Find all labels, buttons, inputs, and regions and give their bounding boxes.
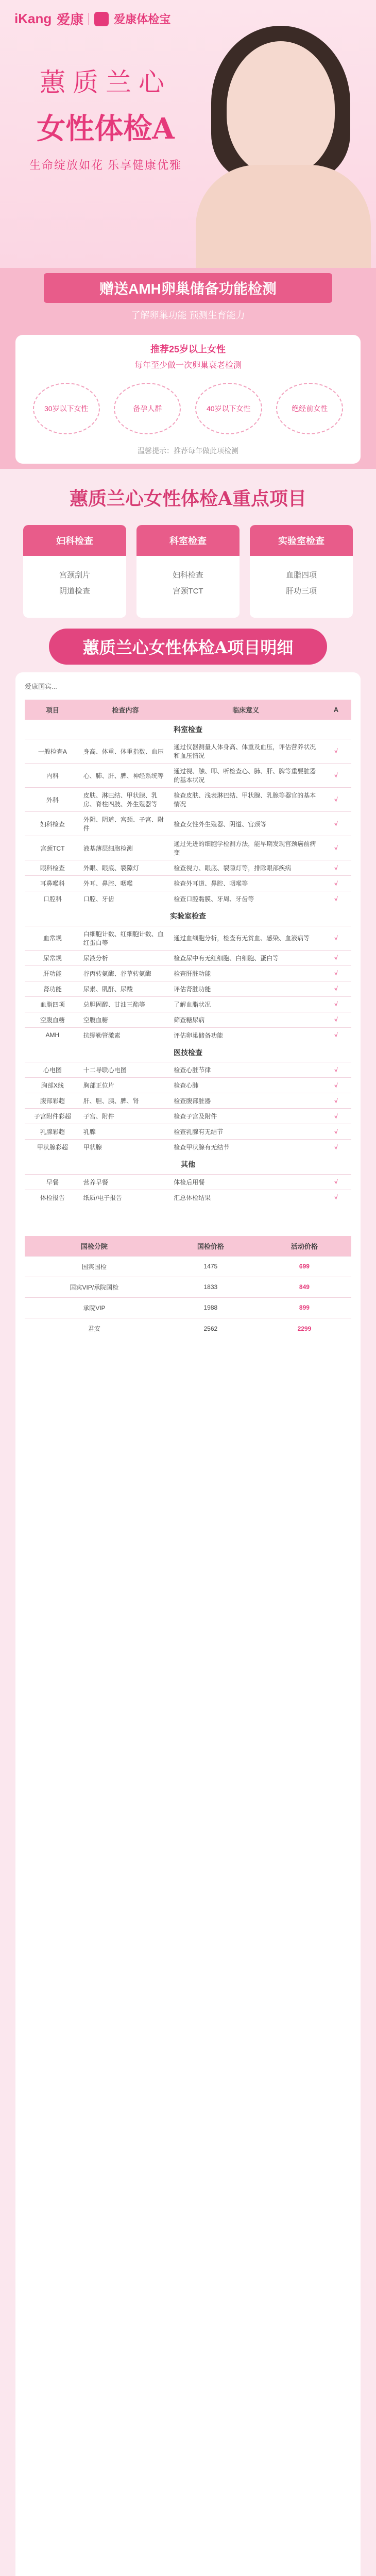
table-cell: 尿液分析 (80, 950, 170, 965)
table-cell: 妇科检查 (25, 812, 80, 836)
focus-card-title: 科室检查 (136, 525, 240, 556)
table-cell: 通过先进的细胞学检测方法，能早期发现宫颈癌前病变 (170, 836, 321, 860)
gift-note: 温馨提示：推荐每年做此项检测 (138, 447, 238, 455)
header-cell: 项目 (45, 706, 59, 714)
table-cell: 汇总体检结果 (170, 1190, 321, 1205)
table-cell: √ (321, 1124, 351, 1140)
price-cell: 君安 (25, 1318, 164, 1338)
table-cell: 尿常规 (25, 950, 80, 965)
table-cell: √ (321, 1109, 351, 1124)
category-row (25, 720, 351, 739)
price-cell: 承院VIP (25, 1297, 164, 1318)
table-cell: 总胆固醇、甘油三酯等 (80, 996, 170, 1012)
table-cell: AMH (25, 1027, 80, 1043)
price-cell: 1988 (164, 1297, 258, 1318)
table-cell: 检查甲状腺有无结节 (170, 1140, 321, 1155)
table-cell: √ (321, 1093, 351, 1109)
focus-card-title: 实验室检查 (250, 525, 353, 556)
detail-title: 蕙质兰心女性体检A项目明细 (49, 629, 327, 665)
table-row (25, 1093, 351, 1109)
price-cell: 国宾国检 (25, 1256, 164, 1277)
hero (0, 0, 376, 268)
table-cell: 肝功能 (25, 965, 80, 981)
table-cell: √ (321, 981, 351, 996)
table-cell: 通过血细胞分析，检查有无贫血、感染、血液病等 (170, 926, 321, 950)
table-row (25, 764, 351, 788)
detail-table (25, 700, 351, 1205)
table-cell: √ (321, 876, 351, 891)
price-header-cell: 国检价格 (197, 1242, 224, 1250)
table-cell: 甲状腺 (80, 1140, 170, 1155)
table-cell: 甲状腺彩超 (25, 1140, 80, 1155)
gift-bubble: 绝经前女性 (276, 383, 343, 434)
table-cell: √ (321, 1140, 351, 1155)
table-cell: 了解血脂状况 (170, 996, 321, 1012)
table-row (25, 876, 351, 891)
table-row (25, 891, 351, 907)
gift-lead2: 每年至少做一次卵巢衰老检测 (134, 361, 242, 370)
price-row (25, 1256, 351, 1277)
table-cell: 心、肺、肝、脾、神经系统等 (80, 764, 170, 788)
table-body (25, 720, 351, 1205)
price-cell: 2562 (164, 1318, 258, 1338)
table-cell: 耳鼻喉科 (25, 876, 80, 891)
table-row (25, 981, 351, 996)
table-cell: 评估卵巢储备功能 (170, 1027, 321, 1043)
table-cell: 子宫、附件 (80, 1109, 170, 1124)
table-cell: 营养早餐 (80, 1174, 170, 1190)
table-cell: √ (321, 1012, 351, 1027)
category-label: 实验室检查 (25, 906, 351, 926)
table-cell: 血常规 (25, 926, 80, 950)
table-cell: 体检报告 (25, 1190, 80, 1205)
table-cell: 胸部X线 (25, 1078, 80, 1093)
table-cell: √ (321, 788, 351, 812)
focus-card-item: 血脂四项 (285, 571, 317, 580)
focus-card-item: 妇科检查 (172, 571, 203, 580)
price-row (25, 1297, 351, 1318)
table-row (25, 1062, 351, 1078)
brand-name: 爱康 (57, 12, 84, 27)
table-cell: 尿素、肌酐、尿酸 (80, 981, 170, 996)
focus-card (136, 525, 240, 618)
table-cell: 口腔科 (25, 891, 80, 907)
table-cell: 检查尿中有无红细胞、白细胞、蛋白等 (170, 950, 321, 965)
hero-slogan: 生命绽放如花 乐享健康优雅 (29, 159, 182, 172)
table-cell: 乳腺彩超 (25, 1124, 80, 1140)
table-cell: 外科 (25, 788, 80, 812)
table-cell: 检查外耳道、鼻腔、咽喉等 (170, 876, 321, 891)
table-row (25, 1190, 351, 1205)
brand (14, 9, 170, 28)
table-cell: 通过仪器测量人体身高、体重及血压，评估营养状况和血压情况 (170, 739, 321, 764)
table-row (25, 788, 351, 812)
brand-logo: iKang (14, 11, 52, 26)
table-cell: √ (321, 739, 351, 764)
table-cell: 空腹血糖 (80, 1012, 170, 1027)
table-row (25, 860, 351, 876)
table-cell: √ (321, 1190, 351, 1205)
table-row (25, 1078, 351, 1093)
detail-card (15, 672, 361, 2576)
price-cell: 849 (258, 1277, 351, 1297)
table-cell: 通过视、触、叩、听检查心、肺、肝、脾等重要脏器的基本状况 (170, 764, 321, 788)
table-cell: √ (321, 860, 351, 876)
table-cell: 身高、体重、体重指数、血压 (80, 739, 170, 764)
table-cell: 肝、胆、胰、脾、肾 (80, 1093, 170, 1109)
category-label: 科室检查 (25, 720, 351, 739)
focus-section (0, 469, 376, 623)
category-label: 其他 (25, 1155, 351, 1174)
table-cell: 血脂四项 (25, 996, 80, 1012)
table-cell: 皮肤、淋巴结、甲状腺、乳房、脊柱四肢、外生殖器等 (80, 788, 170, 812)
table-cell: √ (321, 764, 351, 788)
table-cell: √ (321, 926, 351, 950)
category-row (25, 1155, 351, 1174)
hero-title (21, 62, 191, 173)
gift-bubble: 40岁以下女性 (195, 383, 262, 434)
detail-intro: 爱康国宾... (25, 683, 57, 690)
model-face (227, 41, 335, 175)
table-cell: 检查视力、眼底、裂隙灯等，排除眼部疾病 (170, 860, 321, 876)
table-cell: 白细胞计数、红细胞计数、血红蛋白等 (80, 926, 170, 950)
table-cell: √ (321, 1062, 351, 1078)
focus-cards (0, 525, 376, 618)
table-cell: 纸质/电子报告 (80, 1190, 170, 1205)
table-cell: 检查腹部脏器 (170, 1093, 321, 1109)
table-cell: √ (321, 1078, 351, 1093)
table-cell: 检查心脏节律 (170, 1062, 321, 1078)
table-row (25, 1109, 351, 1124)
table-cell: 检查子宫及附件 (170, 1109, 321, 1124)
table-cell: 检查乳腺有无结节 (170, 1124, 321, 1140)
focus-card-title: 妇科检查 (23, 525, 126, 556)
table-cell: 腹部彩超 (25, 1093, 80, 1109)
category-row (25, 1043, 351, 1062)
table-cell: √ (321, 836, 351, 860)
table-cell: 检查口腔黏膜、牙周、牙齿等 (170, 891, 321, 907)
table-row (25, 836, 351, 860)
table-cell: 口腔、牙齿 (80, 891, 170, 907)
table-cell: 心电图 (25, 1062, 80, 1078)
table-cell: 外阴、阴道、宫颈、子宫、附件 (80, 812, 170, 836)
table-cell: √ (321, 965, 351, 981)
price-cell: 2299 (258, 1318, 351, 1338)
hero-model-image (191, 21, 376, 268)
gift-section (0, 268, 376, 469)
table-cell: 眼科检查 (25, 860, 80, 876)
table-cell: 空腹血糖 (25, 1012, 80, 1027)
header-cell: A (333, 705, 339, 714)
gift-card (15, 335, 361, 464)
table-cell: 子宫附件彩超 (25, 1109, 80, 1124)
table-row (25, 1174, 351, 1190)
table-cell: 宫颈TCT (25, 836, 80, 860)
table-cell: √ (321, 812, 351, 836)
gift-sub: 了解卵巢功能 预测生育能力 (131, 310, 245, 320)
table-row (25, 1027, 351, 1043)
focus-card-item: 阴道检查 (59, 587, 90, 596)
table-row (25, 926, 351, 950)
detail-section (0, 623, 376, 2576)
table-cell: √ (321, 996, 351, 1012)
table-row (25, 996, 351, 1012)
price-table (25, 1236, 351, 1339)
price-header-cell: 国检分院 (80, 1242, 108, 1250)
focus-card-item: 宫颈TCT (173, 587, 203, 596)
gift-bubbles (15, 383, 361, 434)
model-body (196, 165, 371, 268)
focus-title: 蕙质兰心女性体检A重点项目 (70, 488, 306, 510)
gift-bubble: 备孕人群 (114, 383, 181, 434)
table-cell: 体检后用餐 (170, 1174, 321, 1190)
table-cell: 检查肝脏功能 (170, 965, 321, 981)
price-cell: 899 (258, 1297, 351, 1318)
gift-bubble: 30岁以下女性 (33, 383, 100, 434)
category-label: 医技检查 (25, 1043, 351, 1062)
table-header (25, 700, 351, 720)
focus-card-item: 肝功三项 (285, 587, 317, 596)
table-cell: 外眼、眼底、裂隙灯 (80, 860, 170, 876)
focus-card (23, 525, 126, 618)
table-row (25, 1012, 351, 1027)
table-row (25, 965, 351, 981)
table-row (25, 1124, 351, 1140)
hero-line2: 女性体检A (37, 112, 175, 146)
price-header (25, 1236, 351, 1257)
table-cell: 谷丙转氨酶、谷草转氨酶 (80, 965, 170, 981)
table-cell: 肾功能 (25, 981, 80, 996)
table-row (25, 1140, 351, 1155)
table-cell: 检查心肺 (170, 1078, 321, 1093)
table-cell: √ (321, 891, 351, 907)
focus-card-item: 宫颈刮片 (59, 571, 90, 580)
price-cell: 1475 (164, 1256, 258, 1277)
header-cell: 临床意义 (232, 706, 260, 714)
price-header-cell: 活动价格 (290, 1242, 318, 1250)
table-cell: 乳腺 (80, 1124, 170, 1140)
table-cell: 评估肾脏功能 (170, 981, 321, 996)
table-cell: 检查皮肤、浅表淋巴结、甲状腺、乳腺等器官的基本情况 (170, 788, 321, 812)
price-cell: 699 (258, 1256, 351, 1277)
price-cell: 国宾VIP/承院国检 (25, 1277, 164, 1297)
heart-icon (94, 12, 109, 26)
category-row (25, 906, 351, 926)
table-cell: 胸部正位片 (80, 1078, 170, 1093)
gift-lead: 推荐25岁以上女性 (150, 344, 226, 354)
table-cell: 一般检查A (25, 739, 80, 764)
table-cell: 十二导联心电图 (80, 1062, 170, 1078)
table-cell: 外耳、鼻腔、咽喉 (80, 876, 170, 891)
brand-sub: 爱康体检宝 (114, 13, 171, 26)
focus-card (250, 525, 353, 618)
price-body (25, 1256, 351, 1338)
table-row (25, 812, 351, 836)
table-cell: 早餐 (25, 1174, 80, 1190)
gift-banner: 赠送AMH卵巢储备功能检测 (44, 273, 332, 303)
table-cell: 检查女性外生殖器、阴道、宫颈等 (170, 812, 321, 836)
hero-line1: 蕙质兰心 (40, 67, 172, 97)
table-cell: √ (321, 1027, 351, 1043)
price-cell: 1833 (164, 1277, 258, 1297)
price-row (25, 1318, 351, 1338)
table-row (25, 950, 351, 965)
table-cell: 内科 (25, 764, 80, 788)
table-row (25, 739, 351, 764)
table-cell: 抗缪勒管激素 (80, 1027, 170, 1043)
header-cell: 检查内容 (112, 706, 139, 714)
table-cell: 液基薄层细胞检测 (80, 836, 170, 860)
price-row (25, 1277, 351, 1297)
table-cell: √ (321, 1174, 351, 1190)
table-cell: √ (321, 950, 351, 965)
table-cell: 筛查糖尿病 (170, 1012, 321, 1027)
